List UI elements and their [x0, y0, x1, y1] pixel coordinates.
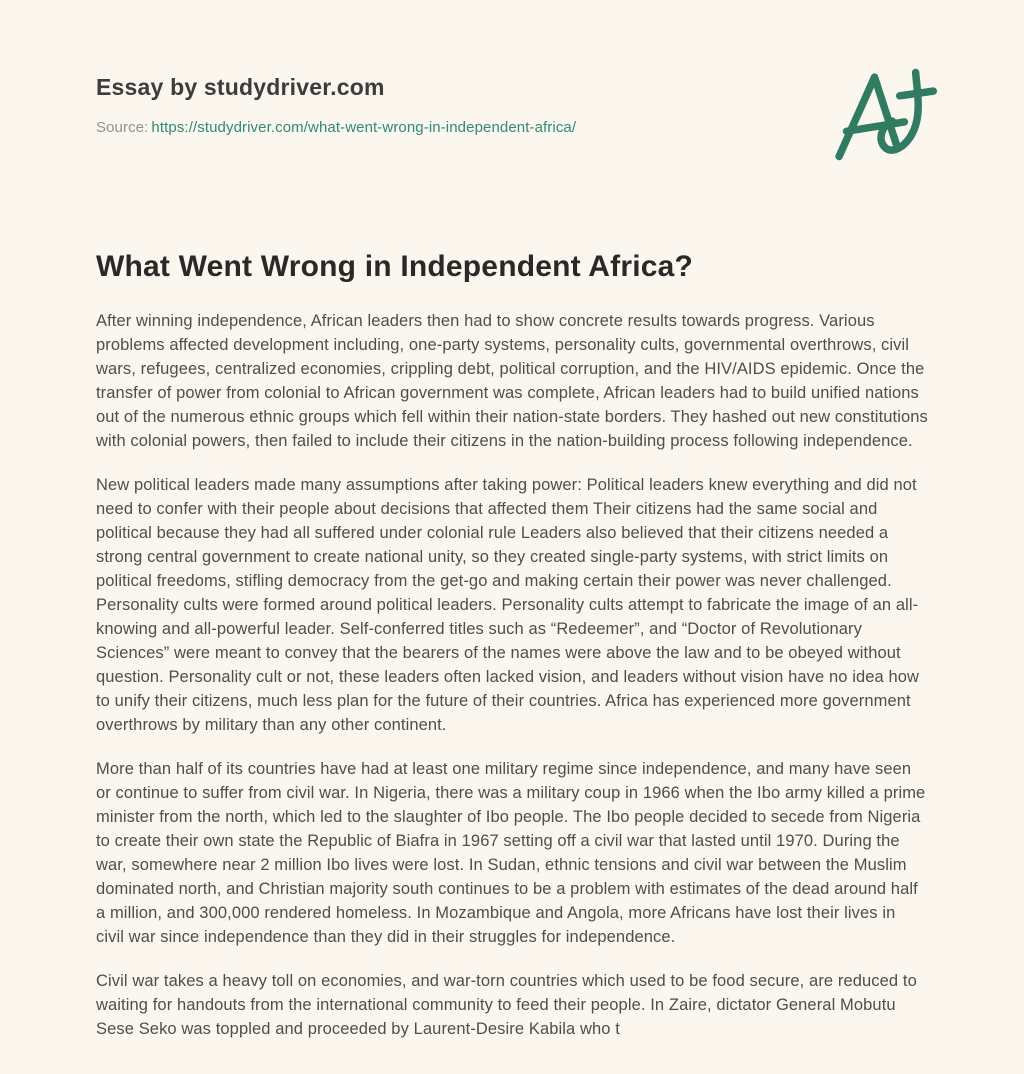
essay-paragraph-1: After winning independence, African leaders then had to show concrete results towards progress. Various problems affected development including, one-party systems, personality cults, governmental overthrows, civil wars, refugees, centralized economies, crippling debt, political corruption, and the HIV/AIDS epidemic. Once the transfer of power from colonial to African government was complete, African leaders had to build unified nations out of the numerous ethnic groups which fell within their nation-state borders. They hashed out new constitutions with colonial powers, then failed to include their citizens in the nation-building process following independence. — [96, 312, 928, 450]
source-link[interactable]: https://studydriver.com/what-went-wrong-in-independent-africa/ — [151, 119, 577, 136]
page-header — [96, 74, 928, 138]
a-plus-logo — [826, 64, 938, 164]
source-label: Source: — [96, 119, 149, 136]
logo-a-legs — [839, 77, 897, 156]
essay-paragraph-4: Civil war takes a heavy toll on economies, and war-torn countries which used to be food secure, are reduced to waiting for handouts from the international community to feed their people. In Zaire, dictator General Mobutu Sese Seko was toppled and proceeded by Laurent-Desire Kabila who t — [96, 972, 917, 1038]
essay-content — [96, 248, 928, 1041]
essay-paragraph-3: More than half of its countries have had at least one military regime since independence, and many have seen or continue to suffer from civil war. In Nigeria, there was a military coup in 1966 when the Ibo army killed a prime minister from the north, which led to the slaughter of Ibo people. The Ibo people decided to secede from Nigeria to create their own state the Republic of Biafra in 1967 setting off a civil war that lasted until 1970. During the war, somewhere near 2 million Ibo lives were lost. In Sudan, ethnic tensions and civil war between the Muslim dominated north, and Christian majority south continues to be a problem with estimates of the dead around half a million, and 300,000 rendered homeless. In Mozambique and Angola, more Africans have lost their lives in civil war since independence than they did in their struggles for independence. — [96, 760, 926, 946]
header-title: Essay by studydriver.com — [96, 74, 385, 100]
essay-paragraph-2: New political leaders made many assumptions after taking power: Political leaders knew everything and did not need to confer with their people about decisions that affected them Their citizens had the same social and political because they had all suffered under colonial rule Leaders also believed that their citizens needed a strong central government to create national unity, so they created single-party systems, with strict limits on political freedoms, stifling democracy from the get-go and making certain their power was never challenged. Personality cults were formed around political leaders. Personality cults attempt to fabricate the image of an all-knowing and all-powerful leader. Self-conferred titles such as “Redeemer”, and “Doctor of Revolutionary Sciences” were meant to convey that the bearers of the names were above the law and to be obeyed without question. Personality cult or not, these leaders often lacked vision, and leaders without vision have no idea how to unify their citizens, much less plan for the future of their countries. Africa has experienced more government overthrows by military than any other continent. — [96, 476, 920, 734]
source-line — [96, 118, 928, 138]
essay-title: What Went Wrong in Independent Africa? — [96, 250, 694, 283]
essay-body — [96, 309, 928, 1041]
